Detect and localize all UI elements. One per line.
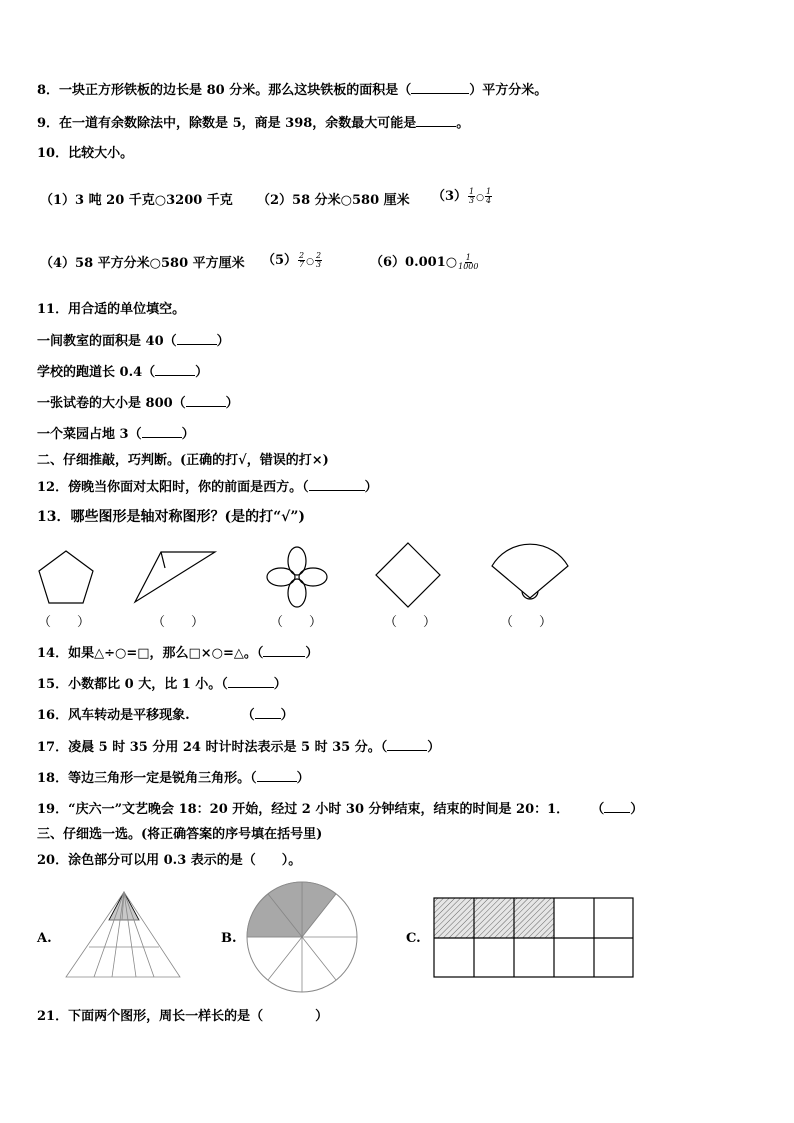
compare-circle[interactable]: ○ — [476, 193, 484, 203]
close-paren: ） — [305, 646, 319, 661]
unit-fill-text: 学校的跑道长 0.4（ — [37, 365, 156, 380]
close-paren: ） — [216, 334, 230, 349]
option-c-label[interactable]: C. — [406, 931, 421, 946]
question-16 — [37, 707, 294, 724]
question-13: 13．哪些图形是轴对称图形？(是的打“√”) — [37, 509, 306, 525]
open-paren: （ — [241, 708, 255, 723]
question-14-text: 14．如果△÷○=□，那么□×○=△。（ — [37, 646, 264, 661]
unit-fill-text: 一张试卷的大小是 800（ — [37, 396, 186, 411]
compare-item-1: （1）3 吨 20 千克○3200 千克 — [40, 193, 233, 208]
option-a-label[interactable]: A. — [37, 931, 52, 946]
question-9 — [37, 115, 469, 132]
close-paren: ） — [273, 677, 287, 692]
question-9-text: 9．在一道有余数除法中，除数是 5，商是 398，余数最大可能是 — [37, 116, 417, 131]
fraction — [468, 188, 475, 205]
compare-item-3-label: （3） — [432, 189, 468, 204]
question-12 — [37, 479, 378, 496]
close-paren: ） — [225, 396, 239, 411]
triangle-shape — [133, 548, 223, 608]
answer-blank[interactable] — [263, 645, 305, 657]
question-8-tail: ）平方分米。 — [469, 83, 548, 98]
answer-blank[interactable] — [604, 801, 630, 813]
close-paren: ） — [296, 771, 310, 786]
fraction-denominator: 3 — [469, 196, 475, 205]
fraction — [485, 188, 492, 205]
fraction-denominator: 1000 — [458, 262, 479, 271]
answer-blank[interactable] — [309, 479, 365, 491]
question-10: 10．比较大小。 — [37, 146, 134, 161]
unit-fill-4 — [37, 426, 195, 443]
unit-fill-text: 一个菜园占地 3（ — [37, 427, 142, 442]
option-a-pyramid — [64, 890, 184, 980]
question-8-text: 8．一块正方形铁板的边长是 80 分米。那么这块铁板的面积是（ — [37, 83, 412, 98]
fraction-numerator: 1 — [469, 187, 475, 196]
answer-blank[interactable] — [228, 676, 274, 688]
unit-fill-2 — [37, 364, 208, 381]
fraction-denominator: 7 — [299, 260, 305, 269]
diamond-shape — [374, 541, 444, 611]
question-19 — [37, 801, 643, 818]
question-21: 21．下面两个图形，周长一样长的是（ ） — [37, 1009, 329, 1024]
close-paren: ） — [427, 740, 441, 755]
answer-blank[interactable] — [186, 395, 226, 407]
question-8 — [37, 82, 547, 99]
section-3-title: 三、仔细选一选。(将正确答案的序号填在括号里) — [37, 827, 323, 842]
fraction — [458, 254, 478, 271]
answer-paren-1[interactable]: （ ） — [38, 615, 91, 630]
close-paren: ） — [195, 365, 209, 380]
close-paren: ） — [630, 802, 644, 817]
compare-item-2: （2）58 分米○580 厘米 — [257, 193, 410, 208]
answer-paren-5[interactable]: （ ） — [500, 615, 553, 630]
close-paren: ） — [280, 708, 294, 723]
compare-item-6 — [370, 254, 479, 271]
answer-blank[interactable] — [416, 115, 456, 127]
answer-blank[interactable] — [177, 333, 217, 345]
question-18 — [37, 770, 310, 787]
compare-item-5-label: （5） — [262, 253, 298, 268]
question-12-text: 12．傍晚当你面对太阳时，你的前面是西方。（ — [37, 480, 309, 495]
answer-blank[interactable] — [155, 364, 195, 376]
unit-fill-3 — [37, 395, 239, 412]
answer-paren-4[interactable]: （ ） — [384, 615, 437, 630]
answer-blank[interactable] — [411, 82, 469, 94]
question-11: 11．用合适的单位填空。 — [37, 302, 186, 317]
answer-blank[interactable] — [142, 426, 182, 438]
answer-paren-3[interactable]: （ ） — [270, 615, 323, 630]
fraction-denominator: 4 — [486, 196, 492, 205]
pentagon-shape — [37, 547, 97, 607]
compare-circle[interactable]: ○ — [306, 257, 314, 267]
question-15 — [37, 676, 287, 693]
question-20: 20．涂色部分可以用 0.3 表示的是（ ）。 — [37, 853, 302, 868]
option-b-circle — [245, 880, 361, 996]
fan-shape — [488, 542, 572, 602]
unit-fill-1 — [37, 333, 230, 350]
fraction — [315, 252, 322, 269]
question-9-tail: 。 — [456, 116, 470, 131]
question-16-text: 16．风车转动是平移现象. — [37, 708, 190, 723]
section-2-title: 二、仔细推敲，巧判断。(正确的打√，错误的打×) — [37, 453, 329, 468]
close-paren: ） — [181, 427, 195, 442]
unit-fill-text: 一间教室的面积是 40（ — [37, 334, 177, 349]
answer-blank[interactable] — [257, 770, 297, 782]
option-b-label[interactable]: B. — [221, 931, 237, 946]
compare-item-4: （4）58 平方分米○580 平方厘米 — [40, 256, 245, 271]
fraction-numerator: 1 — [486, 187, 492, 196]
option-c-grid — [433, 897, 635, 979]
compare-item-6-label: （6）0.001○ — [370, 255, 458, 270]
close-paren: ） — [364, 480, 378, 495]
answer-blank[interactable] — [255, 707, 281, 719]
fraction-denominator: 3 — [316, 260, 322, 269]
compare-item-5 — [262, 252, 323, 270]
open-paren: （ — [591, 802, 605, 817]
question-15-text: 15．小数都比 0 大，比 1 小。（ — [37, 677, 228, 692]
fraction-numerator: 1 — [465, 253, 471, 262]
answer-paren-2[interactable]: （ ） — [152, 615, 205, 630]
question-19-text: 19．“庆六一”文艺晚会 18：20 开始，经过 2 小时 30 分钟结束，结束的时间是 20：1． — [37, 802, 570, 817]
question-17 — [37, 739, 440, 756]
question-17-text: 17．凌晨 5 时 35 分用 24 时计时法表示是 5 时 35 分。（ — [37, 740, 388, 755]
fraction — [298, 252, 305, 269]
fraction-numerator: 2 — [316, 251, 322, 260]
question-14 — [37, 645, 318, 662]
compare-item-3 — [432, 188, 493, 206]
flower-shape — [265, 545, 329, 609]
answer-blank[interactable] — [387, 739, 427, 751]
question-18-text: 18．等边三角形一定是锐角三角形。（ — [37, 771, 257, 786]
fraction-numerator: 2 — [299, 251, 305, 260]
